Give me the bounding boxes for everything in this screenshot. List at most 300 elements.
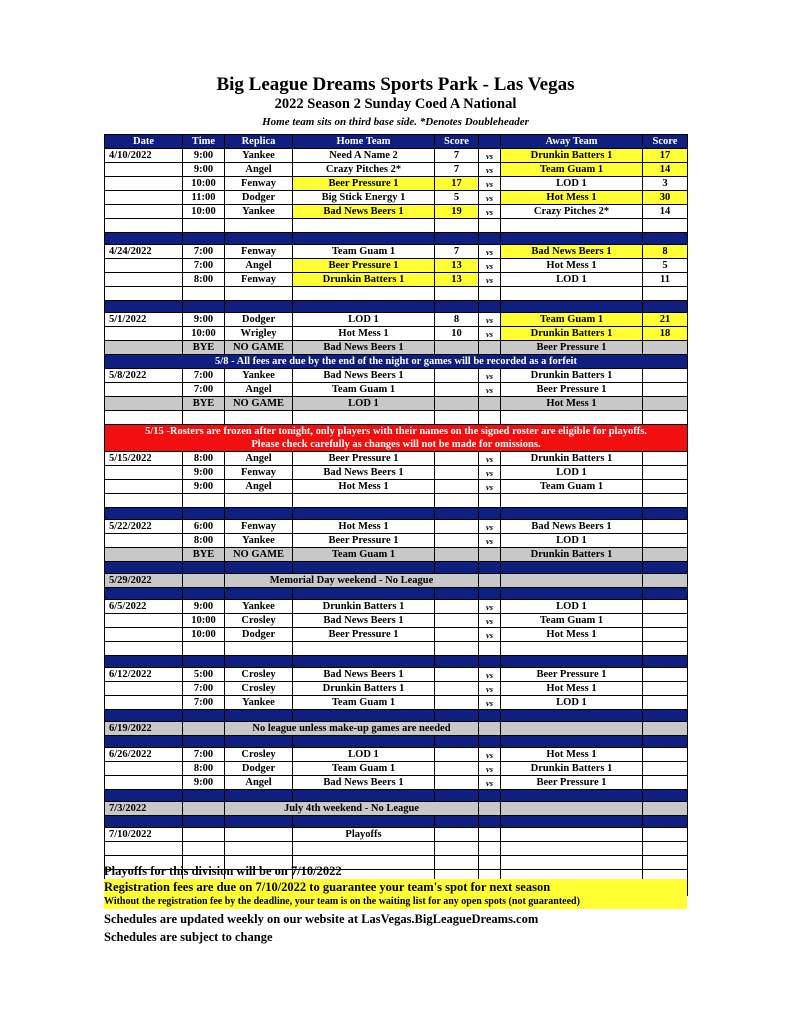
home-team: Hot Mess 1: [293, 520, 435, 534]
separator-cell: [183, 816, 225, 828]
separator-cell: [501, 588, 643, 600]
away-score: [643, 520, 688, 534]
game-row: [105, 696, 688, 710]
separator-cell: [293, 736, 435, 748]
separator-cell: [183, 736, 225, 748]
game-time: 7:00: [183, 682, 225, 696]
home-team: Playoffs: [293, 828, 435, 842]
home-score: [435, 762, 479, 776]
game-time: 9:00: [183, 466, 225, 480]
game-row: [105, 628, 688, 642]
blank-cell: [501, 842, 643, 856]
page-subtitle: 2022 Season 2 Sunday Coed A National: [274, 96, 517, 112]
separator-cell: [479, 301, 501, 313]
game-date: 5/15/2022: [105, 452, 183, 466]
home-score: [435, 452, 479, 466]
away-score: 11: [643, 273, 688, 287]
time-cell: [183, 574, 225, 588]
blank-cell: [183, 642, 225, 656]
separator-cell: [501, 301, 643, 313]
replica-field: Dodger: [225, 628, 293, 642]
bye-row: [105, 341, 688, 355]
blank-cell: [293, 219, 435, 233]
away-score: [643, 696, 688, 710]
away-score: [643, 776, 688, 790]
separator-cell: [183, 656, 225, 668]
away-score: 17: [643, 149, 688, 163]
away-team-cell: [501, 574, 643, 588]
blank-cell: [105, 494, 183, 508]
away-team: Beer Pressure 1: [501, 341, 643, 355]
separator-cell: [643, 233, 688, 245]
notice-text: 5/8 - All fees are due by the end of the night or games will be recorded as a forfeit: [105, 355, 688, 369]
blank-cell: [183, 842, 225, 856]
away-team: Bad News Beers 1: [501, 520, 643, 534]
separator-row: [105, 233, 688, 245]
home-score: 7: [435, 149, 479, 163]
vs-cell: [479, 802, 501, 816]
away-score: [643, 828, 688, 842]
game-date: [105, 191, 183, 205]
away-score-cell: [643, 574, 688, 588]
home-score: 7: [435, 245, 479, 259]
home-score: [435, 369, 479, 383]
away-score: [643, 748, 688, 762]
away-score: 5: [643, 259, 688, 273]
away-score: [643, 614, 688, 628]
game-row: [105, 776, 688, 790]
separator-cell: [501, 710, 643, 722]
separator-cell: [225, 508, 293, 520]
away-team: Drunkin Batters 1: [501, 149, 643, 163]
separator-cell: [105, 790, 183, 802]
separator-cell: [435, 588, 479, 600]
game-date: [105, 163, 183, 177]
home-score: [435, 397, 479, 411]
separator-row: [105, 508, 688, 520]
separator-cell: [225, 656, 293, 668]
separator-cell: [293, 233, 435, 245]
away-score-cell: [643, 802, 688, 816]
game-time: 11:00: [183, 191, 225, 205]
home-team: Team Guam 1: [293, 383, 435, 397]
game-date: [105, 466, 183, 480]
separator-row: [105, 562, 688, 574]
replica-field: Angel: [225, 480, 293, 494]
blank-cell: [643, 642, 688, 656]
separator-row: [105, 790, 688, 802]
vs-label: vs: [479, 614, 501, 628]
blank-cell: [643, 287, 688, 301]
blank-cell: [435, 856, 479, 870]
separator-cell: [479, 656, 501, 668]
home-score: [435, 383, 479, 397]
replica-field: Angel: [225, 383, 293, 397]
blank-cell: [501, 411, 643, 425]
vs-label: vs: [479, 273, 501, 287]
footer-registration: Registration fees are due on 7/10/2022 to guarantee your team's spot for next season: [104, 880, 551, 894]
away-team: Team Guam 1: [501, 163, 643, 177]
game-time: 9:00: [183, 163, 225, 177]
separator-cell: [293, 508, 435, 520]
game-row: [105, 163, 688, 177]
separator-cell: [435, 816, 479, 828]
separator-cell: [643, 816, 688, 828]
blank-cell: [479, 411, 501, 425]
blank-cell: [225, 411, 293, 425]
away-team: [501, 828, 643, 842]
game-date: [105, 614, 183, 628]
home-team: Beer Pressure 1: [293, 177, 435, 191]
separator-row: [105, 736, 688, 748]
col-header-home-score: Score: [435, 135, 479, 149]
replica-field: Yankee: [225, 534, 293, 548]
replica-field: Angel: [225, 452, 293, 466]
separator-cell: [105, 656, 183, 668]
separator-cell: [105, 508, 183, 520]
separator-cell: [479, 508, 501, 520]
away-team: LOD 1: [501, 273, 643, 287]
separator-cell: [479, 233, 501, 245]
separator-cell: [183, 508, 225, 520]
home-team: Team Guam 1: [293, 245, 435, 259]
home-team: LOD 1: [293, 748, 435, 762]
away-score: 14: [643, 163, 688, 177]
game-row: [105, 177, 688, 191]
blank-cell: [643, 842, 688, 856]
blank-row: [105, 287, 688, 301]
game-date: 5/8/2022: [105, 369, 183, 383]
separator-cell: [479, 816, 501, 828]
home-score: 8: [435, 313, 479, 327]
separator-row: [105, 656, 688, 668]
away-team: Hot Mess 1: [501, 628, 643, 642]
replica-field: NO GAME: [225, 397, 293, 411]
game-time: 8:00: [183, 273, 225, 287]
home-team: Team Guam 1: [293, 696, 435, 710]
game-date: [105, 259, 183, 273]
blank-cell: [435, 411, 479, 425]
blank-row: [105, 494, 688, 508]
game-date: 6/26/2022: [105, 748, 183, 762]
table-header-row: [105, 135, 688, 149]
away-team: LOD 1: [501, 696, 643, 710]
game-time: 8:00: [183, 534, 225, 548]
separator-cell: [293, 710, 435, 722]
vs-label: [479, 828, 501, 842]
replica-field: Wrigley: [225, 327, 293, 341]
blank-cell: [501, 856, 643, 870]
separator-cell: [293, 790, 435, 802]
game-time: 7:00: [183, 369, 225, 383]
no-league-text: July 4th weekend - No League: [225, 802, 479, 816]
separator-cell: [183, 562, 225, 574]
blank-cell: [105, 642, 183, 656]
blank-cell: [479, 287, 501, 301]
game-time: 8:00: [183, 452, 225, 466]
game-time: 7:00: [183, 259, 225, 273]
separator-cell: [225, 710, 293, 722]
home-score: 17: [435, 177, 479, 191]
home-team: Big Stick Energy 1: [293, 191, 435, 205]
separator-cell: [225, 816, 293, 828]
separator-cell: [183, 588, 225, 600]
away-team: Crazy Pitches 2*: [501, 205, 643, 219]
away-score: [643, 480, 688, 494]
no-league-row: [105, 802, 688, 816]
game-date: 6/12/2022: [105, 668, 183, 682]
blank-cell: [105, 287, 183, 301]
game-row: [105, 327, 688, 341]
home-team: LOD 1: [293, 313, 435, 327]
away-team: Beer Pressure 1: [501, 668, 643, 682]
separator-cell: [435, 301, 479, 313]
game-date: [105, 696, 183, 710]
game-date: [105, 383, 183, 397]
away-team: Hot Mess 1: [501, 397, 643, 411]
replica-field: Yankee: [225, 149, 293, 163]
game-time: 9:00: [183, 776, 225, 790]
time-cell: [183, 802, 225, 816]
game-row: [105, 614, 688, 628]
away-score: [643, 466, 688, 480]
game-date: 6/19/2022: [105, 722, 183, 736]
vs-label: vs: [479, 682, 501, 696]
away-score: 30: [643, 191, 688, 205]
home-team: Team Guam 1: [293, 762, 435, 776]
home-score: [435, 534, 479, 548]
away-team: Drunkin Batters 1: [501, 327, 643, 341]
separator-cell: [435, 233, 479, 245]
game-date: [105, 762, 183, 776]
separator-cell: [643, 508, 688, 520]
away-score: [643, 600, 688, 614]
game-time: 9:00: [183, 149, 225, 163]
game-date: [105, 628, 183, 642]
roster-warning-line2: Please check carefully as changes will not be made for omissions.: [251, 439, 541, 450]
home-team: Drunkin Batters 1: [293, 682, 435, 696]
separator-cell: [225, 301, 293, 313]
blank-cell: [183, 411, 225, 425]
separator-cell: [479, 736, 501, 748]
away-team: Hot Mess 1: [501, 748, 643, 762]
game-row: [105, 452, 688, 466]
home-score: 19: [435, 205, 479, 219]
separator-cell: [435, 562, 479, 574]
separator-cell: [183, 301, 225, 313]
blank-cell: [643, 856, 688, 870]
game-date: 6/5/2022: [105, 600, 183, 614]
away-score: [643, 762, 688, 776]
separator-cell: [225, 588, 293, 600]
separator-cell: [225, 233, 293, 245]
game-row: [105, 762, 688, 776]
vs-label: vs: [479, 534, 501, 548]
game-time: BYE: [183, 397, 225, 411]
away-score: [643, 534, 688, 548]
blank-row: [105, 842, 688, 856]
game-date: 7/3/2022: [105, 802, 183, 816]
separator-cell: [225, 562, 293, 574]
vs-label: vs: [479, 149, 501, 163]
separator-cell: [183, 790, 225, 802]
game-time: 7:00: [183, 748, 225, 762]
away-team: LOD 1: [501, 466, 643, 480]
vs-label: [479, 548, 501, 562]
home-team: Bad News Beers 1: [293, 369, 435, 383]
game-time: 5:00: [183, 668, 225, 682]
game-date: [105, 682, 183, 696]
vs-label: vs: [479, 313, 501, 327]
separator-cell: [479, 562, 501, 574]
page-title: Big League Dreams Sports Park - Las Vegas: [216, 74, 575, 95]
col-header-time: Time: [183, 135, 225, 149]
game-time: 9:00: [183, 313, 225, 327]
game-row: [105, 600, 688, 614]
game-row: [105, 383, 688, 397]
game-time: BYE: [183, 548, 225, 562]
blank-cell: [643, 219, 688, 233]
blank-cell: [183, 287, 225, 301]
separator-cell: [183, 233, 225, 245]
vs-label: vs: [479, 748, 501, 762]
blank-cell: [435, 642, 479, 656]
col-header-date: Date: [105, 135, 183, 149]
no-league-row: [105, 574, 688, 588]
footer-playoffs: Playoffs for this division will be on 7/10/2022: [104, 864, 342, 878]
separator-cell: [643, 790, 688, 802]
game-date: 5/29/2022: [105, 574, 183, 588]
away-team-cell: [501, 802, 643, 816]
vs-label: vs: [479, 191, 501, 205]
game-row: [105, 682, 688, 696]
separator-cell: [225, 790, 293, 802]
home-team: Need A Name 2: [293, 149, 435, 163]
away-score: 14: [643, 205, 688, 219]
separator-cell: [479, 588, 501, 600]
blank-cell: [225, 842, 293, 856]
blank-cell: [293, 494, 435, 508]
away-team: LOD 1: [501, 600, 643, 614]
separator-row: [105, 588, 688, 600]
away-team: LOD 1: [501, 534, 643, 548]
separator-cell: [643, 562, 688, 574]
home-score: [435, 696, 479, 710]
away-team: Beer Pressure 1: [501, 383, 643, 397]
blank-cell: [225, 287, 293, 301]
blank-cell: [479, 642, 501, 656]
blank-cell: [435, 287, 479, 301]
notice-row: [105, 355, 688, 369]
game-row: [105, 520, 688, 534]
game-row: [105, 480, 688, 494]
away-score: [643, 397, 688, 411]
col-header-away-score: Score: [643, 135, 688, 149]
separator-cell: [105, 233, 183, 245]
vs-label: vs: [479, 369, 501, 383]
separator-cell: [105, 301, 183, 313]
no-league-text: No league unless make-up games are needed: [225, 722, 479, 736]
no-league-row: [105, 722, 688, 736]
replica-field: Dodger: [225, 313, 293, 327]
game-row: [105, 369, 688, 383]
bye-row: [105, 548, 688, 562]
separator-cell: [643, 736, 688, 748]
home-team: Drunkin Batters 1: [293, 273, 435, 287]
no-league-text: Memorial Day weekend - No League: [225, 574, 479, 588]
footer-website: Schedules are updated weekly on our website at LasVegas.BigLeagueDreams.com: [104, 912, 539, 926]
blank-cell: [435, 494, 479, 508]
home-team: Bad News Beers 1: [293, 776, 435, 790]
away-score: [643, 682, 688, 696]
replica-field: Dodger: [225, 191, 293, 205]
home-team: Beer Pressure 1: [293, 628, 435, 642]
home-team: LOD 1: [293, 397, 435, 411]
away-team: Hot Mess 1: [501, 191, 643, 205]
home-team: Team Guam 1: [293, 548, 435, 562]
away-score: 18: [643, 327, 688, 341]
game-time: 10:00: [183, 205, 225, 219]
col-header-away-team: Away Team: [501, 135, 643, 149]
away-team: Beer Pressure 1: [501, 776, 643, 790]
home-team: Bad News Beers 1: [293, 668, 435, 682]
separator-cell: [501, 508, 643, 520]
vs-label: vs: [479, 327, 501, 341]
away-score: 3: [643, 177, 688, 191]
blank-cell: [225, 219, 293, 233]
away-score-cell: [643, 722, 688, 736]
vs-label: vs: [479, 668, 501, 682]
vs-cell: [479, 574, 501, 588]
separator-cell: [501, 736, 643, 748]
replica-field: Angel: [225, 163, 293, 177]
separator-cell: [435, 508, 479, 520]
game-time: BYE: [183, 341, 225, 355]
separator-cell: [435, 736, 479, 748]
home-score: [435, 776, 479, 790]
home-score: [435, 480, 479, 494]
game-date: [105, 548, 183, 562]
away-team: LOD 1: [501, 177, 643, 191]
game-date: [105, 480, 183, 494]
blank-row: [105, 219, 688, 233]
home-score: 13: [435, 273, 479, 287]
game-row: [105, 205, 688, 219]
game-time: [183, 828, 225, 842]
replica-field: Crosley: [225, 614, 293, 628]
game-row: [105, 668, 688, 682]
replica-field: Crosley: [225, 668, 293, 682]
home-score: [435, 748, 479, 762]
away-score: [643, 452, 688, 466]
home-score: [435, 668, 479, 682]
game-date: 7/10/2022: [105, 828, 183, 842]
game-row: [105, 534, 688, 548]
separator-cell: [435, 656, 479, 668]
separator-cell: [293, 301, 435, 313]
home-team: Beer Pressure 1: [293, 259, 435, 273]
separator-cell: [105, 710, 183, 722]
replica-field: Dodger: [225, 762, 293, 776]
blank-cell: [293, 411, 435, 425]
separator-cell: [105, 562, 183, 574]
home-score: 13: [435, 259, 479, 273]
roster-warning-line1: 5/15 -Rosters are frozen after tonight, only players with their names on the signed roster are eligible for playoffs.: [145, 426, 647, 437]
away-team: Drunkin Batters 1: [501, 452, 643, 466]
home-score: [435, 828, 479, 842]
vs-cell: [479, 722, 501, 736]
home-score: [435, 628, 479, 642]
